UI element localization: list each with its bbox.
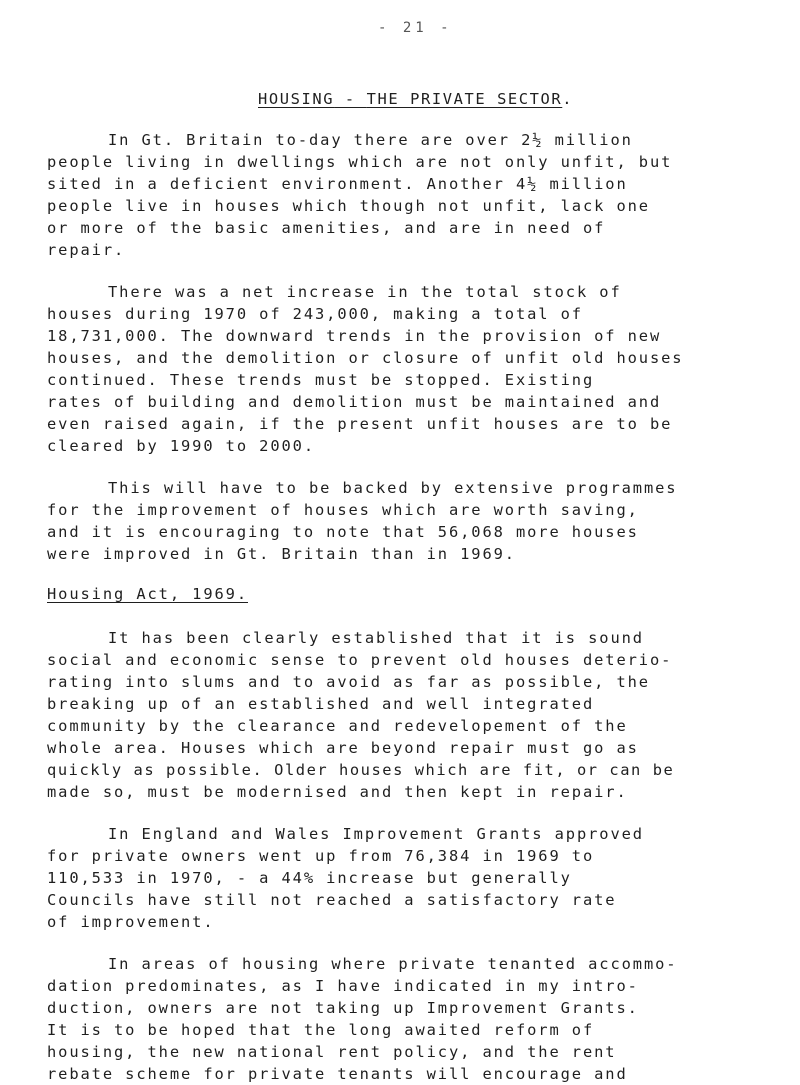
paragraph-4-line: breaking up of an established and well integrated — [47, 695, 595, 713]
paragraph-2-line: continued. These trends must be stopped. Existing — [47, 371, 595, 389]
paragraph-4-line: It has been clearly established that it is sound — [108, 629, 644, 647]
paragraph-2-line: cleared by 1990 to 2000. — [47, 437, 315, 455]
section-heading-housing-act: Housing Act, 1969. — [47, 585, 248, 603]
paragraph-6-line: In areas of housing where private tenanted accommo- — [108, 955, 678, 973]
paragraph-1-line: people live in houses which though not unfit, lack one — [47, 197, 650, 215]
paragraph-5-line: for private owners went up from 76,384 in 1969 to — [47, 847, 595, 865]
paragraph-4-line: quickly as possible. Older houses which are fit, or can be — [47, 761, 675, 779]
paragraph-3-line: were improved in Gt. Britain than in 1969. — [47, 545, 516, 563]
title-separator: - — [334, 90, 367, 108]
paragraph-6-line: rebate scheme for private tenants will encourage and — [47, 1065, 628, 1083]
paragraph-1-line: sited in a deficient environment. Another 4½ million — [47, 175, 628, 193]
paragraph-4-line: social and economic sense to prevent old houses deterio- — [47, 651, 673, 669]
paragraph-1-line: or more of the basic amenities, and are in need of — [47, 219, 606, 237]
paragraph-3-line: and it is encouraging to note that 56,068 more houses — [47, 523, 639, 541]
paragraph-6-line: duction, owners are not taking up Improvement Grants. — [47, 999, 639, 1017]
paragraph-6-line: dation predominates, as I have indicated in my intro- — [47, 977, 639, 995]
paragraph-2-line: There was a net increase in the total stock of — [108, 283, 622, 301]
page-number: - 21 - — [378, 20, 453, 36]
paragraph-6-line: It is to be hoped that the long awaited reform of — [47, 1021, 595, 1039]
title-part-housing: HOUSING — [258, 90, 335, 108]
paragraph-2-line: 18,731,000. The downward trends in the provision of new — [47, 327, 662, 345]
paragraph-4-line: rating into slums and to avoid as far as possible, the — [47, 673, 650, 691]
paragraph-4-line: whole area. Houses which are beyond repair must go as — [47, 739, 639, 757]
paragraph-3-line: for the improvement of houses which are worth saving, — [47, 501, 639, 519]
paragraph-1-line: In Gt. Britain to-day there are over 2½ million — [108, 131, 633, 149]
paragraph-3-line: This will have to be backed by extensive programmes — [108, 479, 678, 497]
paragraph-2-line: houses during 1970 of 243,000, making a total of — [47, 305, 583, 323]
paragraph-5-line: of improvement. — [47, 913, 215, 931]
paragraph-1-line: repair. — [47, 241, 126, 259]
title-part-private-sector: THE PRIVATE SECTOR — [366, 90, 563, 108]
paragraph-2-line: even raised again, if the present unfit houses are to be — [47, 415, 673, 433]
paragraph-2-line: houses, and the demolition or closure of unfit old houses — [47, 349, 684, 367]
paragraph-5-line: Councils have still not reached a satisfactory rate — [47, 891, 617, 909]
paragraph-1-line: people living in dwellings which are not only unfit, but — [47, 153, 673, 171]
paragraph-5-line: 110,533 in 1970, - a 44% increase but generally — [47, 869, 572, 887]
paragraph-5-line: In England and Wales Improvement Grants approved — [108, 825, 644, 843]
title-end: . — [562, 90, 574, 108]
page-title — [258, 90, 573, 108]
paragraph-4-line: made so, must be modernised and then kept in repair. — [47, 783, 628, 801]
paragraph-6-line: housing, the new national rent policy, and the rent — [47, 1043, 617, 1061]
paragraph-4-line: community by the clearance and redevelopement of the — [47, 717, 628, 735]
paragraph-2-line: rates of building and demolition must be maintained and — [47, 393, 662, 411]
